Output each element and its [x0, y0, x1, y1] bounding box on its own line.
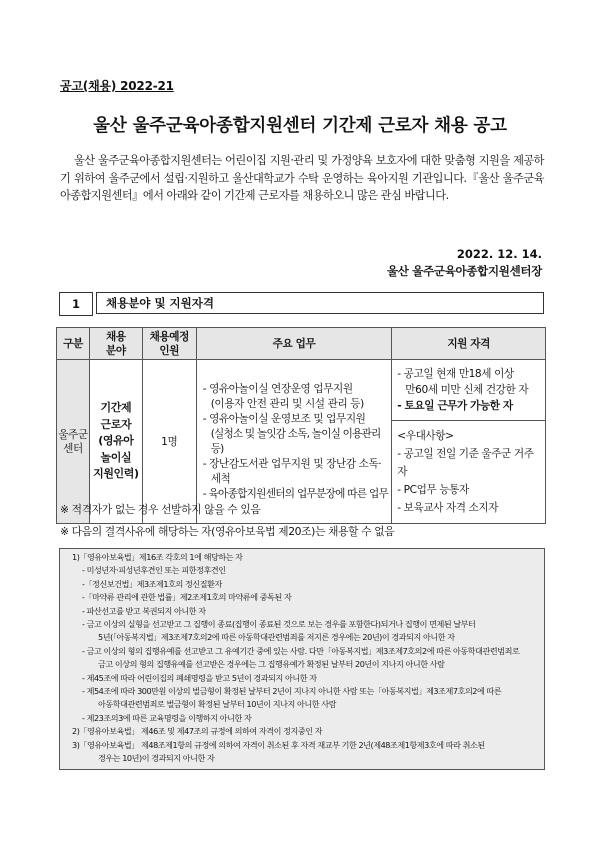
- table-row: [57, 360, 546, 524]
- disq-line: - 금고 이상의 실형을 선고받고 그 집행이 종료(집행이 종료된 것으로 보는 경우를 포함한다)되거나 집행이 면제된 날부터: [82, 619, 476, 630]
- qual-line: - 공고일 현재 만18세 이상: [397, 368, 514, 380]
- disq-line: 5년(「아동복지법」제3조제7호의2에 따른 아동학대관련범죄를 저지른 경우에는 20년)이 경과되지 아니한 자: [98, 632, 455, 643]
- note-line: ※ 적격자가 없는 경우 선발하지 않을 수 있음: [60, 503, 261, 516]
- disq-line: -「정신보건법」제3조제1호의 정신질환자: [82, 578, 222, 589]
- section-title: 채용분야 및 지원자격: [96, 292, 544, 314]
- field-line: (영유아: [98, 434, 134, 448]
- qual-line: 만60세 미만 신체 건강한 자: [405, 384, 529, 396]
- cell-count: 1명: [142, 360, 196, 524]
- header-count: [142, 328, 196, 360]
- header-field: [89, 328, 142, 360]
- field-line: 기간제: [100, 401, 132, 415]
- cell-quals: [392, 360, 546, 524]
- cell-duties: [196, 360, 392, 524]
- disq-line: -「마약류 관리에 관한 법률」제2조제1호의 마약류에 중독된 자: [82, 592, 292, 603]
- section-number: 1: [59, 292, 93, 316]
- disq-line: 2)「영유아보육법」 제46조 및 제47조의 규정에 의하여 자격이 정지중인 자: [72, 726, 323, 737]
- disq-line: 1)「영유아보육법」제16조 각호의 1에 해당하는 자: [72, 552, 243, 562]
- page-title: 울산 울주군육아종합지원센터 기간제 근로자 채용 공고: [93, 116, 507, 136]
- cell-field: [89, 360, 142, 524]
- cell-gubun: [57, 360, 90, 524]
- quals-required: [392, 360, 545, 421]
- duty-line: - 장난감도서관 업무지원 및 장난감 소독·: [202, 457, 382, 470]
- pref-line: - PC업무 능통자: [397, 484, 469, 496]
- disq-line: - 제45조에 따라 어린이집의 폐쇄명령을 받고 5년이 경과되지 아니한 자: [82, 672, 317, 683]
- disq-line: 아동학대관련범죄로 벌금형이 확정된 날부터 10년이 지나지 아니한 사람: [98, 699, 336, 710]
- pref-line: - 보육교사 자격 소지자: [397, 502, 499, 514]
- quals-preferred: [392, 421, 545, 523]
- duty-line: - 영유아놀이실 연장운영 업무지원: [202, 382, 353, 395]
- disq-line: - 제54조에 따라 300만원 이상의 벌금형이 확정된 날부터 2년이 지나지 아니한 사람 또는「아동복지법」제3조제7호의2에 따른: [82, 686, 502, 697]
- duty-line: (이용자 안전 관리 및 시설 관리 등): [210, 397, 364, 410]
- header-duties: 주요 업무: [196, 328, 392, 360]
- header-field-line2: 분야: [106, 344, 126, 357]
- notice-number: 공고(채용) 2022-21: [60, 79, 174, 93]
- duty-line: (실청소 및 놀잇감 소독, 놀이실 이용관리 등): [210, 427, 381, 455]
- disq-line: - 금고 이상의 형의 집행유예를 선고받고 그 유예기간 중에 있는 사람. 다만「아동복지법」제3조제7호의2에 따른 아동학대관련범죄로: [82, 645, 520, 656]
- duty-line: - 영유아놀이실 운영보조 및 업무지원: [202, 412, 366, 425]
- intro-text: 울산 울주군육아종합지원센터는 어린이집 지원·관리 및 가정양육 보호자에 대한 맞춤형 지원을 제공하기 위하여 울주군에서 설립·지원하고 울산대학교가 수탁 운영하는 육아지원 기관입니다.『울산 울주군육아종합지원센터』에서 아래와 같이 기간제 근로자를 채용하오니 많은 관심 바랍니다.: [60, 154, 544, 202]
- disq-line: - 파산선고를 받고 복권되지 아니한 자: [82, 605, 206, 616]
- qual-line: - 토요일 근무가 가능한 자: [397, 400, 513, 412]
- header-count-line1: 채용예정: [149, 330, 189, 343]
- intro-paragraph: [60, 152, 544, 205]
- note-line: ※ 다음의 결격사유에 해당하는 자(영유아보육법 제20조)는 채용할 수 없음: [60, 525, 395, 538]
- field-line: 근로자: [100, 417, 132, 431]
- header-field-line1: 채용: [106, 330, 126, 343]
- field-line: 놀이실: [100, 450, 132, 464]
- field-line: 지원인력): [93, 467, 139, 481]
- notice-date: 2022. 12. 14.: [456, 247, 542, 261]
- recruitment-table: [56, 327, 546, 524]
- gubun-line2: 센터: [63, 442, 83, 455]
- gubun-line1: 울주군: [58, 428, 88, 441]
- header-quals: 지원 자격: [392, 328, 546, 360]
- disq-line: - 미성년자·피성년후견인 또는 피한정후견인: [82, 565, 226, 576]
- organization-head: 울산 울주군육아종합지원센터장: [386, 264, 542, 278]
- duty-line: - 육아종합지원센터의 업무분장에 따른 업무: [202, 487, 389, 500]
- pref-line: - 공고일 전일 기준 울주군 거주자: [397, 448, 534, 478]
- disq-line: 금고 이상의 형의 집행유예를 선고받은 경우에는 그 집행유예가 확정된 날부터 20년이 지나지 아니한 사람: [98, 659, 445, 670]
- disq-line: - 제23조의3에 따른 교육명령을 이행하지 아니한 자: [82, 712, 252, 723]
- table-header-row: [57, 328, 546, 360]
- header-count-line2: 인원: [159, 344, 180, 357]
- disq-line: 경우는 10년)이 경과되지 아니한 자: [98, 753, 215, 764]
- disq-line: 3)「영유아보육법」 제48조제1항의 규정에 의하여 자격이 취소된 후 자격 재교부 기한 2년(제48조제1항제3호에 따라 취소된: [72, 739, 485, 750]
- pref-title: <우대사항>: [397, 430, 454, 442]
- disqualification-box: [59, 548, 545, 770]
- duty-line: 세척: [210, 472, 231, 485]
- header-gubun: 구분: [57, 328, 90, 360]
